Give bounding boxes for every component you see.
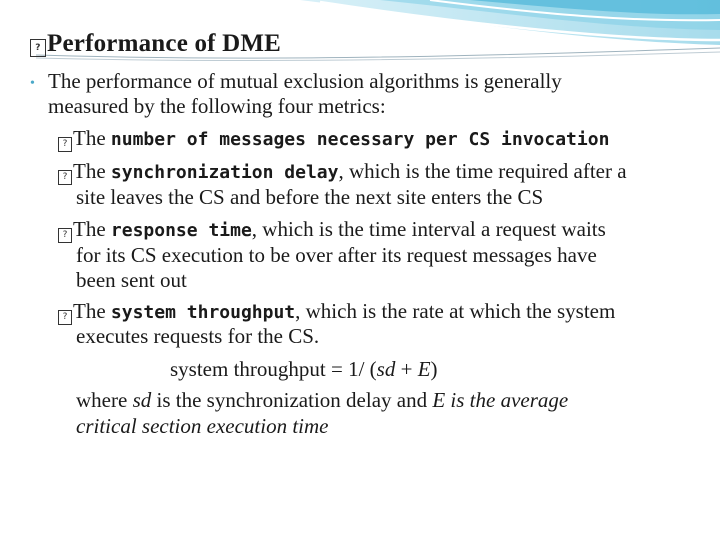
- slide-title: ? Performance of DME: [30, 30, 281, 58]
- checkbox-glyph-icon: ?: [58, 310, 72, 325]
- metric-3: ? The response time, which is the time interval a request waits: [58, 219, 606, 243]
- metric-4-line-2: executes requests for the CS.: [76, 324, 320, 348]
- throughput-formula: system throughput = 1/ (sd + E): [170, 357, 438, 381]
- metric-3-line-3: been sent out: [76, 268, 187, 292]
- intro-line-2: measured by the following four metrics:: [48, 94, 386, 118]
- metric-3-line-2: for its CS execution to be over after its request messages have: [76, 243, 597, 267]
- intro-line-1: The performance of mutual exclusion algorithms is generally: [48, 69, 562, 93]
- metric-2-line-2: site leaves the CS and before the next site enters the CS: [76, 185, 544, 209]
- checkbox-glyph-icon: ?: [58, 137, 72, 152]
- checkbox-glyph-icon: ?: [30, 39, 46, 57]
- checkbox-glyph-icon: ?: [58, 228, 72, 243]
- metric-1: ? The number of messages necessary per CS invocation: [58, 128, 609, 152]
- metric-4: ? The system throughput, which is the rate at which the system: [58, 301, 615, 325]
- metric-2: ? The synchronization delay, which is the time required after a: [58, 161, 627, 185]
- bullet-dot-icon: •: [30, 76, 35, 91]
- formula-explanation: where sd is the synchronization delay and E is the average: [76, 388, 569, 412]
- formula-explanation-line-2: critical section execution time: [76, 414, 329, 438]
- checkbox-glyph-icon: ?: [58, 170, 72, 185]
